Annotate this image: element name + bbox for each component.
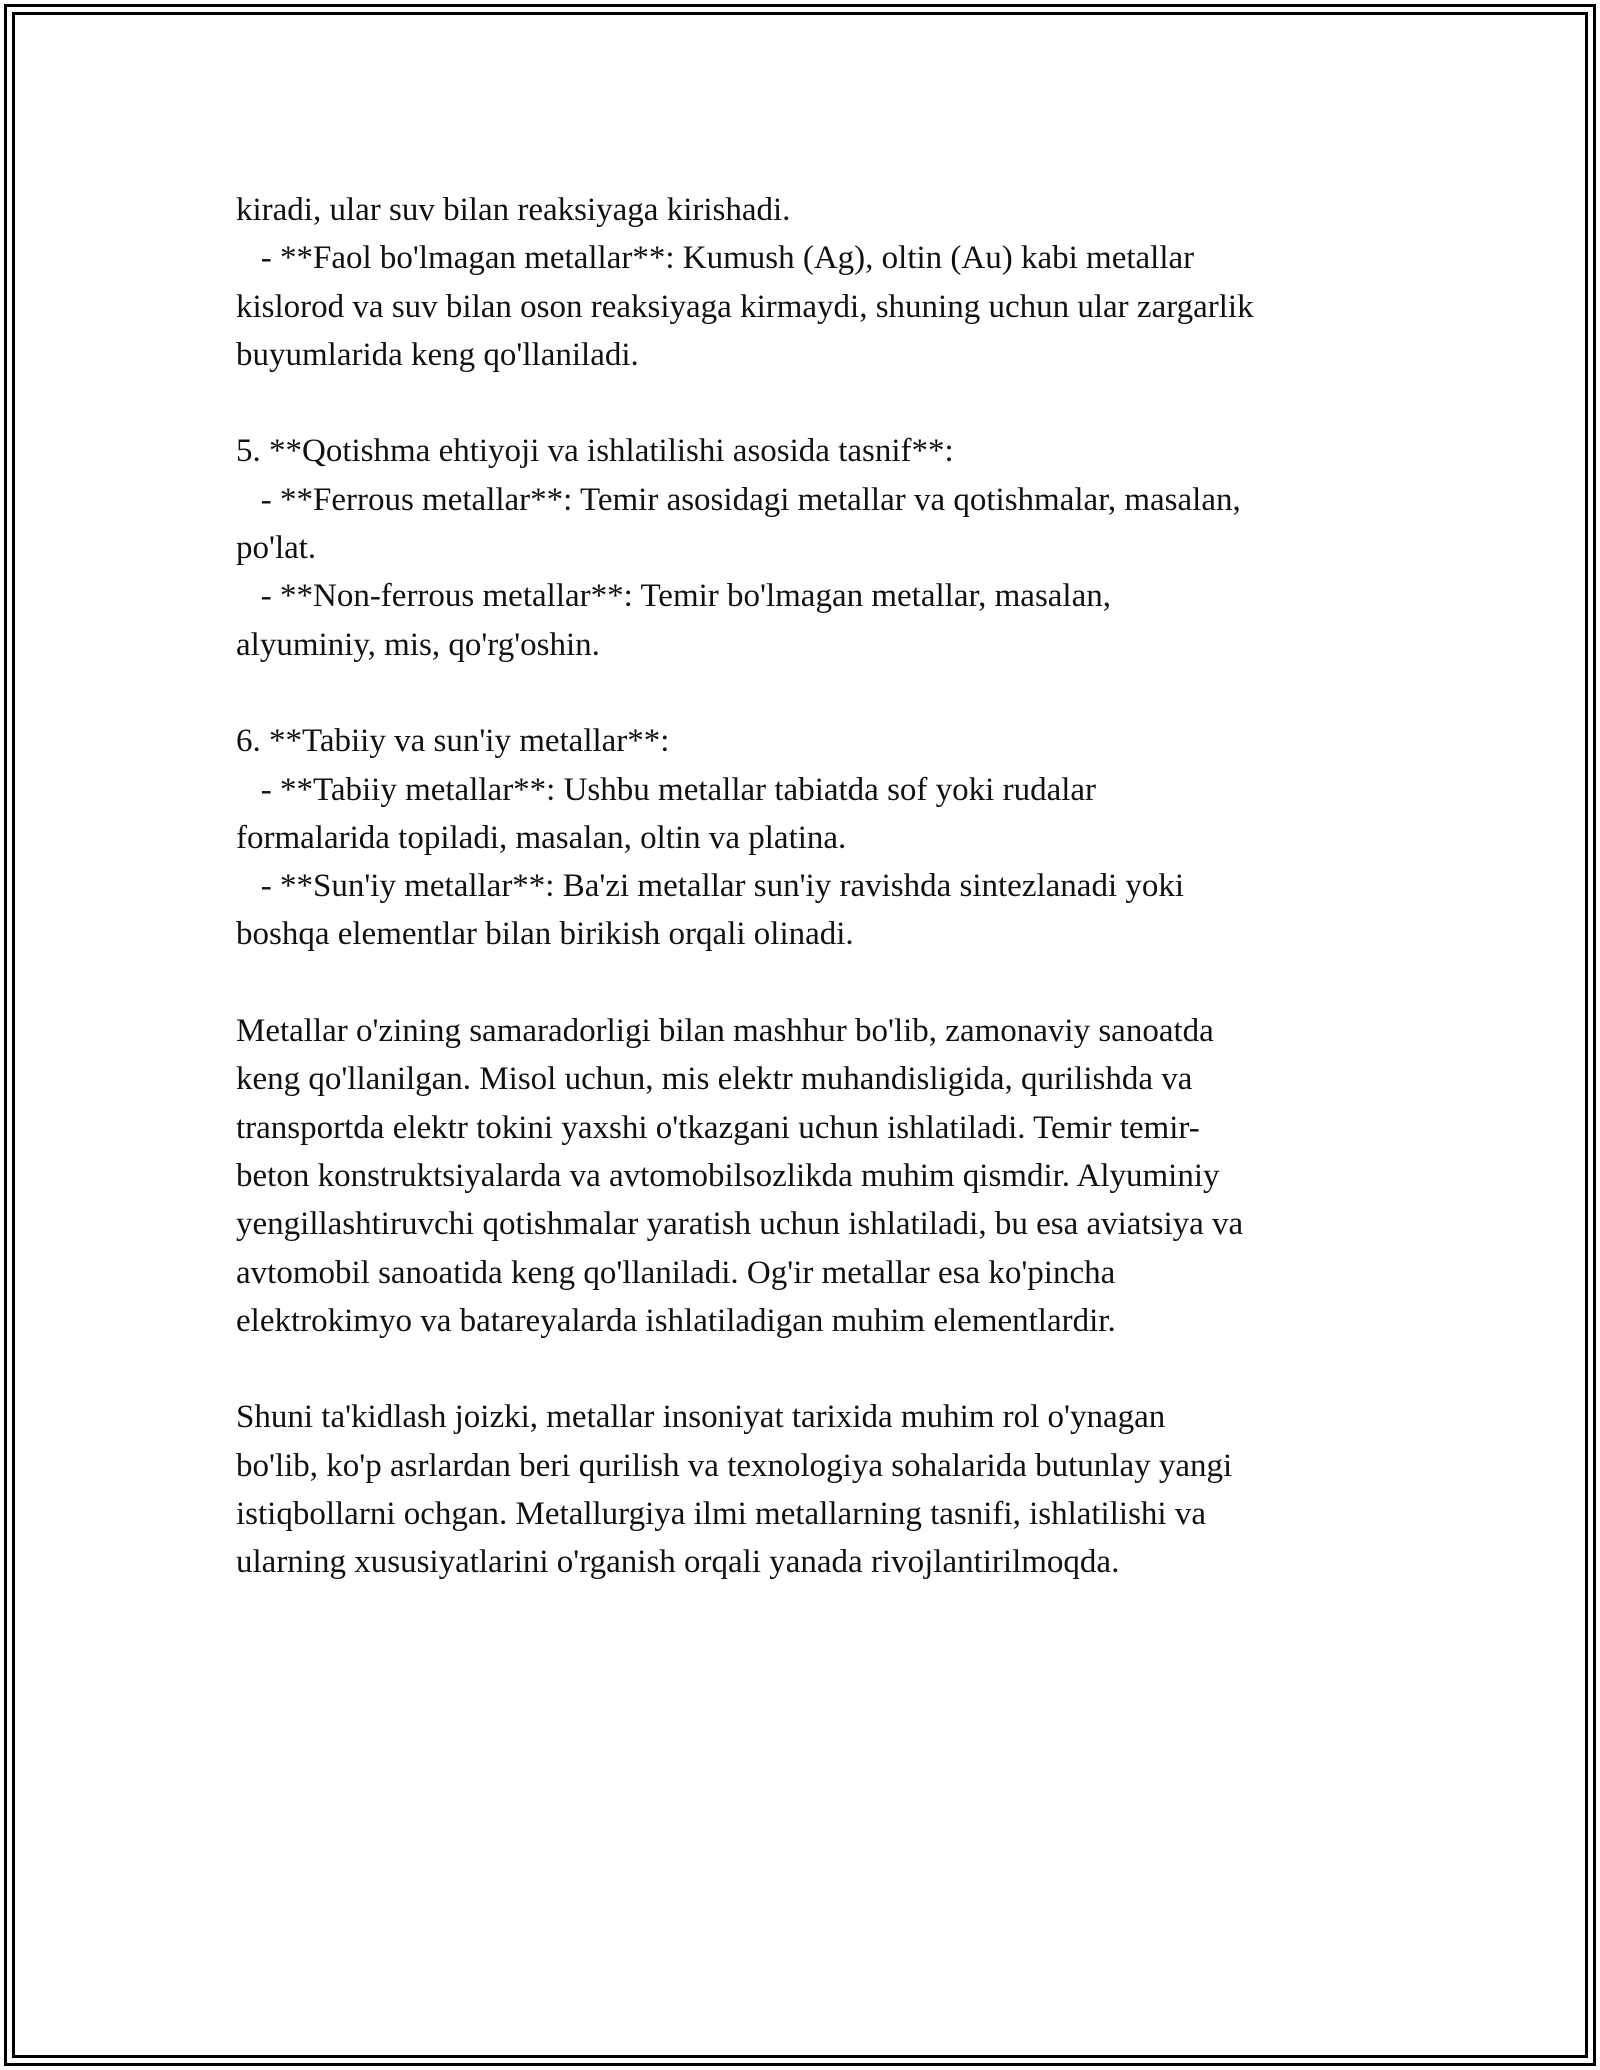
section-5 <box>236 427 1376 668</box>
faol-bolmagan-item <box>236 234 1376 379</box>
paragraph-gap <box>236 959 1376 1007</box>
text-line: bo'lib, ko'p asrlardan beri qurilish va texnologiya sohalarida butunlay yangi <box>236 1447 1233 1484</box>
paragraph-conclusion <box>236 1393 1376 1586</box>
text-line: kiradi, ular suv bilan reaksiyaga kirishadi. <box>236 192 791 228</box>
text-line: Shuni ta'kidlash joizki, metallar insoniyat tarixida muhim rol o'ynagan <box>236 1399 1166 1436</box>
text-line: - **Ferrous metallar**: Temir asosidagi metallar va qotishmalar, masalan, <box>236 481 1241 518</box>
text-line: alyuminiy, mis, qo'rg'oshin. <box>236 626 600 663</box>
text-line: transportda elektr tokini yaxshi o'tkazgani uchun ishlatiladi. Temir temir- <box>236 1109 1200 1146</box>
text-line: - **Non-ferrous metallar**: Temir bo'lmagan metallar, masalan, <box>236 578 1111 615</box>
text-line: kislorod va suv bilan oson reaksiyaga kirmaydi, shuning uchun ular zargarlik <box>236 288 1254 325</box>
section-heading: 6. **Tabiiy va sun'iy metallar**: <box>236 723 670 760</box>
text-line: - **Sun'iy metallar**: Ba'zi metallar sun'iy ravishda sintezlanadi yoki <box>236 868 1185 905</box>
text-line: istiqbollarni ochgan. Metallurgiya ilmi metallarning tasnifi, ishlatilishi va <box>236 1496 1206 1533</box>
text-line: formalarida topiladi, masalan, oltin va platina. <box>236 819 847 856</box>
paragraph-applications <box>236 1007 1376 1345</box>
text-line: - **Faol bo'lmagan metallar**: Kumush (Ag), oltin (Au) kabi metallar <box>236 240 1195 277</box>
paragraph-gap <box>236 1345 1376 1393</box>
document-body <box>236 186 1376 1587</box>
paragraph-gap <box>236 669 1376 717</box>
text-line: keng qo'llanilgan. Misol uchun, mis elektr muhandisligida, qurilishda va <box>236 1061 1193 1098</box>
text-line: Metallar o'zining samaradorligi bilan mashhur bo'lib, zamonaviy sanoatda <box>236 1013 1214 1050</box>
intro-continuation <box>236 186 1376 234</box>
text-line: elektrokimyo va batareyalarda ishlatiladigan muhim elementlardir. <box>236 1302 1116 1339</box>
text-line: po'lat. <box>236 530 317 567</box>
text-line: - **Tabiiy metallar**: Ushbu metallar tabiatda sof yoki rudalar <box>236 771 1097 808</box>
paragraph-gap <box>236 379 1376 427</box>
text-line: beton konstruktsiyalarda va avtomobilsozlikda muhim qismdir. Alyuminiy <box>236 1157 1220 1194</box>
section-heading: 5. **Qotishma ehtiyoji va ishlatilishi asosida tasnif**: <box>236 433 954 470</box>
section-6 <box>236 717 1376 958</box>
text-line: ularning xususiyatlarini o'rganish orqali yanada rivojlantirilmoqda. <box>236 1544 1120 1581</box>
text-line: avtomobil sanoatida keng qo'llaniladi. Og'ir metallar esa ko'pincha <box>236 1254 1116 1291</box>
text-line: boshqa elementlar bilan birikish orqali olinadi. <box>236 916 854 953</box>
text-line: yengillashtiruvchi qotishmalar yaratish uchun ishlatiladi, bu esa aviatsiya va <box>236 1206 1244 1243</box>
text-line: buyumlarida keng qo'llaniladi. <box>236 336 639 373</box>
